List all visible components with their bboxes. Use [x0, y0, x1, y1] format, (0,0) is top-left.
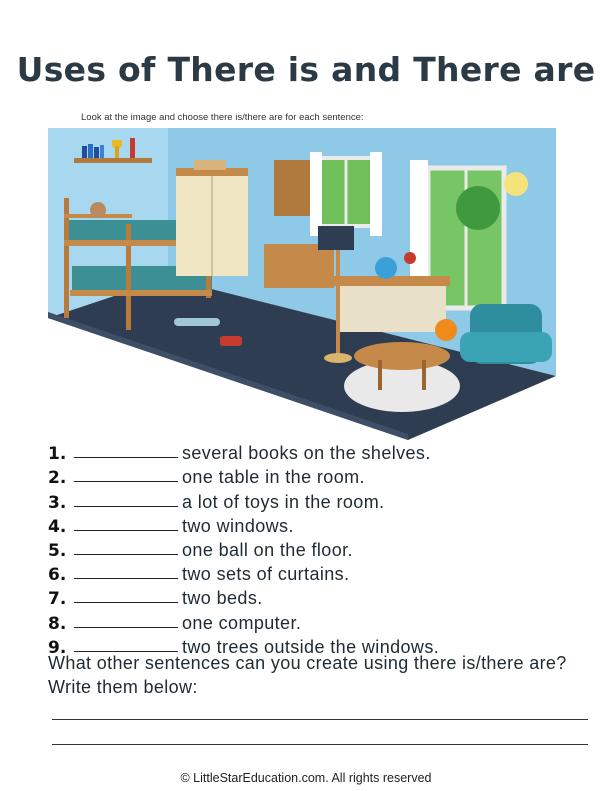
curtain — [310, 152, 322, 236]
question-text: one table in the room. — [182, 467, 365, 488]
question-item — [48, 537, 439, 561]
basketball-icon — [435, 319, 457, 341]
question-number: 2. — [48, 468, 67, 489]
question-number: 3. — [48, 492, 67, 513]
question-item — [48, 440, 439, 464]
wardrobe — [176, 160, 248, 276]
lightbulb-icon — [504, 172, 528, 196]
question-text: two sets of curtains. — [182, 564, 350, 585]
question-item — [48, 561, 439, 585]
question-text: a lot of toys in the room. — [182, 491, 385, 512]
globe-icon — [375, 257, 397, 279]
question-number: 5. — [48, 540, 67, 561]
bedroom-illustration — [48, 128, 556, 440]
question-item — [48, 513, 439, 537]
writing-line[interactable] — [52, 719, 588, 720]
worksheet-title: Uses of There is and There are — [16, 50, 596, 89]
curtain — [370, 152, 382, 236]
question-item — [48, 585, 439, 609]
question-text: one computer. — [182, 612, 302, 633]
question-number: 9. — [48, 637, 67, 658]
flower-pot-icon — [404, 252, 416, 264]
toy-soldier — [130, 138, 135, 158]
toy-car-icon — [220, 336, 242, 346]
question-text: one ball on the floor. — [182, 539, 353, 560]
question-number: 7. — [48, 589, 67, 610]
teddy-bear-icon — [90, 202, 106, 218]
copyright-footer: © LittleStarEducation.com. All rights reserved — [180, 771, 432, 785]
question-text: two beds. — [182, 588, 263, 609]
answer-blank[interactable] — [74, 578, 178, 579]
question-number: 1. — [48, 444, 67, 465]
skateboard-icon — [174, 318, 220, 326]
computer-monitor-icon — [318, 226, 354, 250]
question-text: two windows. — [182, 515, 294, 536]
wall-bookcase — [274, 160, 310, 216]
instruction-text: Look at the image and choose there is/there are for each sentence: — [81, 112, 364, 123]
answer-blank[interactable] — [74, 481, 178, 482]
question-number: 8. — [48, 613, 67, 634]
answer-blank[interactable] — [74, 602, 178, 603]
answer-blank[interactable] — [74, 530, 178, 531]
writing-line[interactable] — [52, 744, 588, 745]
floor-lamp — [336, 250, 340, 356]
answer-blank[interactable] — [74, 554, 178, 555]
question-number: 4. — [48, 516, 67, 537]
question-text: several books on the shelves. — [182, 443, 431, 464]
armchair — [460, 304, 552, 364]
question-text: two trees outside the windows. — [182, 636, 440, 657]
question-item — [48, 488, 439, 512]
writing-prompt: What other sentences can you create using there is/there are? Write them below: — [48, 653, 567, 697]
question-item — [48, 464, 439, 488]
answer-blank[interactable] — [74, 457, 178, 458]
question-list — [48, 440, 439, 658]
question-number: 6. — [48, 565, 67, 586]
answer-blank[interactable] — [74, 506, 178, 507]
tree-icon — [456, 186, 500, 230]
question-item — [48, 609, 439, 633]
answer-blank[interactable] — [74, 627, 178, 628]
